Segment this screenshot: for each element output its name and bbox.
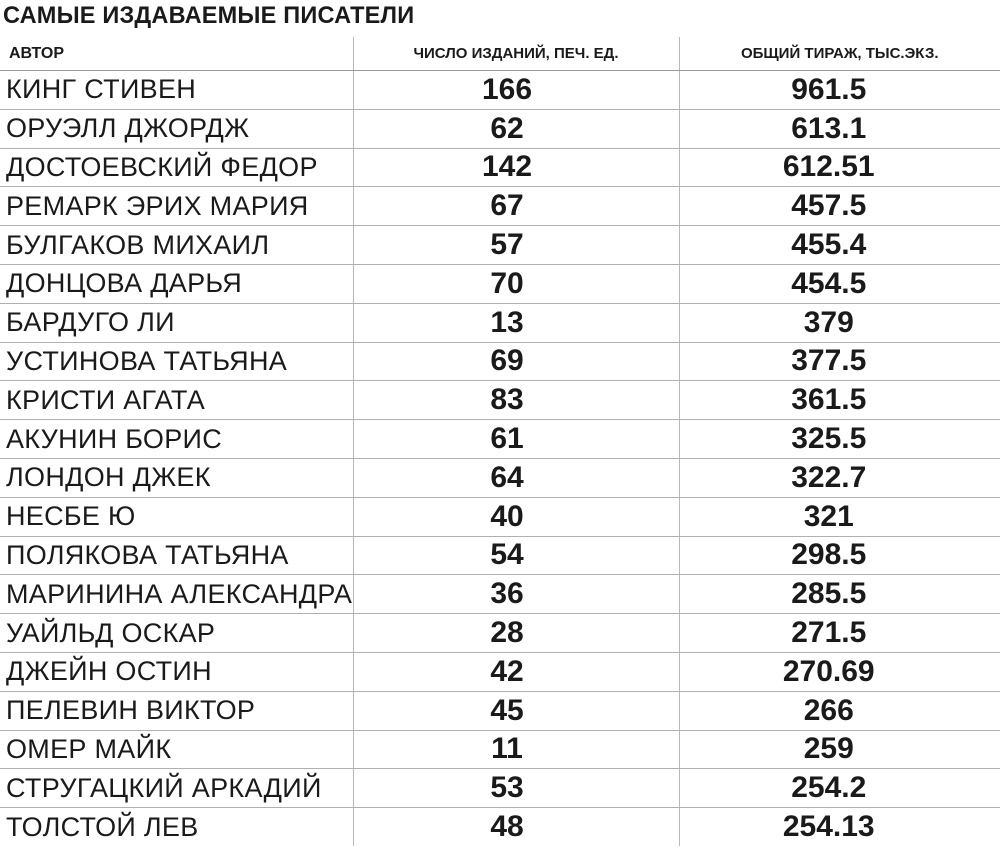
table-row	[0, 264, 1000, 303]
editions-cell: 57	[353, 226, 679, 265]
total-cell: 379	[679, 303, 1000, 342]
editions-cell: 13	[353, 303, 679, 342]
editions-cell: 11	[353, 730, 679, 769]
total-cell: 454.5	[679, 264, 1000, 303]
author-cell: НЕСБЕ Ю	[0, 497, 353, 536]
total-cell: 361.5	[679, 381, 1000, 420]
total-cell: 254.2	[679, 769, 1000, 808]
total-cell: 259	[679, 730, 1000, 769]
author-cell: КИНГ СТИВЕН	[0, 71, 353, 110]
total-cell: 285.5	[679, 575, 1000, 614]
total-cell: 325.5	[679, 420, 1000, 459]
author-cell: СТРУГАЦКИЙ АРКАДИЙ	[0, 769, 353, 808]
table-row	[0, 71, 1000, 110]
editions-cell: 48	[353, 808, 679, 846]
editions-cell: 54	[353, 536, 679, 575]
table-row	[0, 652, 1000, 691]
total-cell: 271.5	[679, 614, 1000, 653]
editions-cell: 45	[353, 691, 679, 730]
author-cell: БАРДУГО ЛИ	[0, 303, 353, 342]
author-cell: УСТИНОВА ТАТЬЯНА	[0, 342, 353, 381]
total-cell: 254.13	[679, 808, 1000, 846]
author-cell: ДОНЦОВА ДАРЬЯ	[0, 264, 353, 303]
table-row	[0, 691, 1000, 730]
editions-cell: 61	[353, 420, 679, 459]
table-row	[0, 536, 1000, 575]
table-row	[0, 420, 1000, 459]
author-cell: УАЙЛЬД ОСКАР	[0, 614, 353, 653]
table-row	[0, 497, 1000, 536]
header-total: ОБЩИЙ ТИРАЖ, ТЫС.ЭКЗ.	[679, 37, 1000, 71]
editions-cell: 53	[353, 769, 679, 808]
editions-cell: 70	[353, 264, 679, 303]
author-cell: ПЕЛЕВИН ВИКТОР	[0, 691, 353, 730]
author-cell: ОМЕР МАЙК	[0, 730, 353, 769]
total-cell: 961.5	[679, 71, 1000, 110]
author-cell: БУЛГАКОВ МИХАИЛ	[0, 226, 353, 265]
table-row	[0, 303, 1000, 342]
editions-cell: 64	[353, 458, 679, 497]
total-cell: 613.1	[679, 109, 1000, 148]
table-row	[0, 109, 1000, 148]
table-row	[0, 769, 1000, 808]
table-row	[0, 730, 1000, 769]
table-body	[0, 71, 1000, 846]
author-cell: ЛОНДОН ДЖЕК	[0, 458, 353, 497]
editions-cell: 36	[353, 575, 679, 614]
total-cell: 612.51	[679, 148, 1000, 187]
table-row	[0, 342, 1000, 381]
header-author: АВТОР	[0, 37, 353, 71]
table-row	[0, 614, 1000, 653]
editions-cell: 69	[353, 342, 679, 381]
total-cell: 270.69	[679, 652, 1000, 691]
editions-cell: 67	[353, 187, 679, 226]
table-row	[0, 458, 1000, 497]
editions-cell: 142	[353, 148, 679, 187]
author-cell: МАРИНИНА АЛЕКСАНДРА	[0, 575, 353, 614]
table-row	[0, 226, 1000, 265]
author-cell: КРИСТИ АГАТА	[0, 381, 353, 420]
table-row	[0, 575, 1000, 614]
table-row	[0, 148, 1000, 187]
total-cell: 298.5	[679, 536, 1000, 575]
editions-cell: 62	[353, 109, 679, 148]
author-cell: РЕМАРК ЭРИХ МАРИЯ	[0, 187, 353, 226]
header-row	[0, 37, 1000, 71]
author-cell: ДОСТОЕВСКИЙ ФЕДОР	[0, 148, 353, 187]
editions-cell: 166	[353, 71, 679, 110]
total-cell: 377.5	[679, 342, 1000, 381]
total-cell: 266	[679, 691, 1000, 730]
author-cell: ДЖЕЙН ОСТИН	[0, 652, 353, 691]
editions-cell: 83	[353, 381, 679, 420]
writers-table	[0, 37, 1000, 846]
table-row	[0, 381, 1000, 420]
table-row	[0, 808, 1000, 846]
table-row	[0, 187, 1000, 226]
header-editions: ЧИСЛО ИЗДАНИЙ, ПЕЧ. ЕД.	[353, 37, 679, 71]
author-cell: АКУНИН БОРИС	[0, 420, 353, 459]
author-cell: ПОЛЯКОВА ТАТЬЯНА	[0, 536, 353, 575]
table-title: САМЫЕ ИЗДАВАЕМЫЕ ПИСАТЕЛИ	[3, 2, 415, 29]
total-cell: 322.7	[679, 458, 1000, 497]
total-cell: 321	[679, 497, 1000, 536]
editions-cell: 40	[353, 497, 679, 536]
editions-cell: 42	[353, 652, 679, 691]
editions-cell: 28	[353, 614, 679, 653]
total-cell: 455.4	[679, 226, 1000, 265]
author-cell: ОРУЭЛЛ ДЖОРДЖ	[0, 109, 353, 148]
author-cell: ТОЛСТОЙ ЛЕВ	[6, 811, 199, 842]
total-cell: 457.5	[679, 187, 1000, 226]
